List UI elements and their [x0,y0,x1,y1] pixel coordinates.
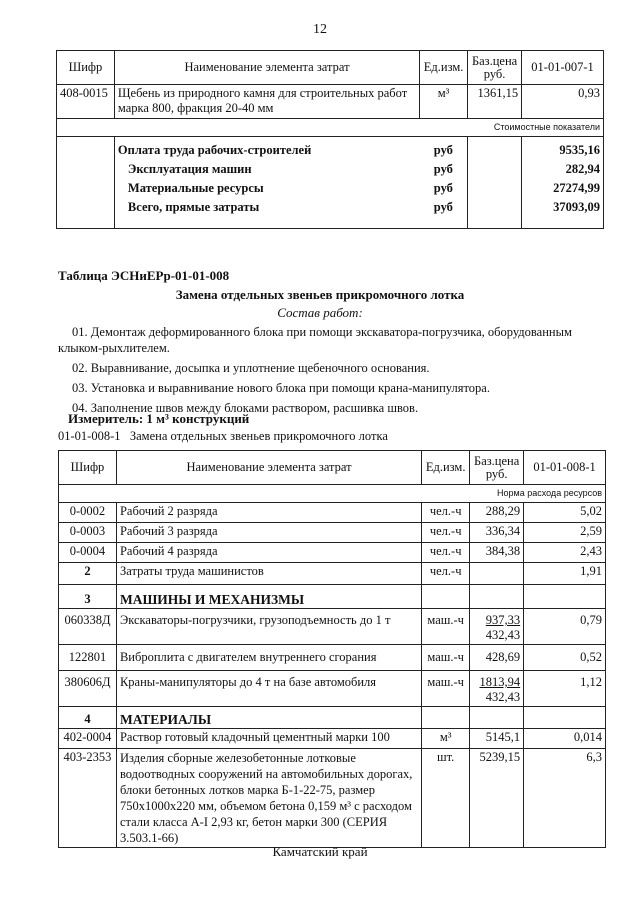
table-title: Таблица ЭСНиЕРр-01-01-008 [58,268,230,283]
header-name: Наименование элемента затрат [116,451,421,485]
cost-value: 27274,99 [553,181,600,195]
table-row [59,543,606,563]
table-row [59,609,606,645]
table-row [57,85,604,119]
cost-unit: руб [433,162,453,176]
cost-unit: руб [433,200,453,214]
row-code: 122801 [59,645,117,671]
row-name: Рабочий 2 разряда [116,503,421,523]
row-name: Затраты труда машинистов [116,563,421,585]
row-value: 0,014 [524,729,606,749]
header-code: Шифр [59,451,117,485]
row-value: 1,91 [524,563,606,585]
section-code: 3 [59,585,117,609]
page-number: 12 [313,22,327,37]
code-line: 01-01-008-1 Замена отдельных звеньев прикромочного лотка [58,429,388,443]
table-row [59,749,606,848]
row-code: 402-0004 [59,729,117,749]
work-item: 02. Выравнивание, досыпка и уплотнение щебеночного основания. [72,361,430,375]
work-item: 03. Установка и выравнивание нового блока при помощи крана-манипулятора. [72,381,490,395]
header-norm: 01-01-007-1 [522,51,604,85]
row-code: 0-0003 [59,523,117,543]
row-code: 060338Д [59,609,117,645]
cost-value: 37093,09 [553,200,600,214]
row-unit: шт. [422,749,470,848]
row-price: 5239,15 [470,749,524,848]
row-value: 0,93 [522,85,604,119]
section-name: МАШИНЫ И МЕХАНИЗМЫ [116,585,421,609]
row-price: 428,69 [470,645,524,671]
row-unit: м³ [420,85,468,119]
row-code: 380606Д [59,671,117,707]
row-name: Раствор готовый кладочный цементный марки 100 [116,729,421,749]
row-code: 0-0002 [59,503,117,523]
cost-label: Оплата труда рабочих-строителей [117,143,312,157]
table-row [59,729,606,749]
table-row [59,503,606,523]
row-unit: маш.-ч [422,609,470,645]
cost-table-1 [56,50,604,229]
row-name: Щебень из природного камня для строительных работ марка 800, фракция 20-40 мм [114,85,419,119]
row-code: 408-0015 [57,85,115,119]
header-price: Баз.цена руб. [468,51,522,85]
section-row [59,707,606,729]
row-value: 2,59 [524,523,606,543]
table-row [59,523,606,543]
header-code: Шифр [57,51,115,85]
header-name: Наименование элемента затрат [114,51,419,85]
row-unit: чел.-ч [422,543,470,563]
section-row [59,585,606,609]
work-item: 04. Заполнение швов между блоками раствором, расшивка швов. [72,401,419,415]
footer-region: Камчатский край [272,844,368,859]
row-code: 2 [59,563,117,585]
measure: Измеритель: 1 м³ конструкций [68,411,250,426]
header-price: Баз.цена руб. [470,451,524,485]
table-row [59,671,606,707]
cost-section-header: Стоимостные показатели [57,119,604,137]
cost-label: Эксплуатация машин [127,162,252,176]
table-row [59,563,606,585]
row-name: Экскаваторы-погрузчики, грузоподъемность до 1 т [116,609,421,645]
row-unit: чел.-ч [422,503,470,523]
norm-header: Норма расхода ресурсов [116,485,605,503]
row-unit: м³ [422,729,470,749]
row-name: Рабочий 4 разряда [116,543,421,563]
row-price: 288,29 [470,503,524,523]
row-value: 1,12 [524,671,606,707]
cost-value: 9535,16 [559,143,600,157]
row-name: Рабочий 3 разряда [116,523,421,543]
row-price: 937,33 [485,613,521,627]
row-name: Изделия сборные железобетонные лотковые водоотводных сооружений на автомобильных дорогах, блоки бетонных лотков марка Б-1-22-75, размер 750х1000х220 мм, объемом бетона 0,159 м³ с расходом стали класса А-I 2,93 кг, бетон марки 300 (СЕРИЯ 3.503.1-66) [116,749,421,848]
cost-label: Всего, прямые затраты [127,200,260,214]
section-code: 4 [59,707,117,729]
header-unit: Ед.изм. [420,51,468,85]
work-list [58,324,598,416]
work-item: 01. Демонтаж деформированного блока при помощи экскаватора-погрузчика, оборудованным клыком-рыхлителем. [58,325,572,355]
row-code: 403-2353 [59,749,117,848]
cost-unit: руб [433,181,453,195]
cost-value: 282,94 [565,162,600,176]
work-title: Состав работ: [277,305,363,320]
row-value: 0,52 [524,645,606,671]
section-name: МАТЕРИАЛЫ [116,707,421,729]
row-unit: чел.-ч [422,523,470,543]
row-value: 0,79 [524,609,606,645]
cost-block [57,137,604,229]
header-norm: 01-01-008-1 [524,451,606,485]
row-value: 2,43 [524,543,606,563]
row-unit: чел.-ч [422,563,470,585]
resource-table [58,450,606,848]
cost-label: Материальные ресурсы [127,181,264,195]
table-row [59,645,606,671]
row-name: Виброплита с двигателем внутреннего сгорания [116,645,421,671]
row-name: Краны-манипуляторы до 4 т на базе автомобиля [116,671,421,707]
row-price-secondary: 432,43 [485,628,521,642]
row-price-secondary: 432,43 [485,690,521,704]
row-price: 336,34 [470,523,524,543]
row-price: 384,38 [470,543,524,563]
row-unit: маш.-ч [422,671,470,707]
cost-unit: руб [433,143,453,157]
row-price: 1361,15 [468,85,522,119]
row-value: 6,3 [524,749,606,848]
row-price: 1813,94 [479,675,521,689]
row-price: 5145,1 [470,729,524,749]
section-subtitle: Замена отдельных звеньев прикромочного лотка [175,287,465,302]
row-unit: маш.-ч [422,645,470,671]
row-code: 0-0004 [59,543,117,563]
header-unit: Ед.изм. [422,451,470,485]
row-value: 5,02 [524,503,606,523]
